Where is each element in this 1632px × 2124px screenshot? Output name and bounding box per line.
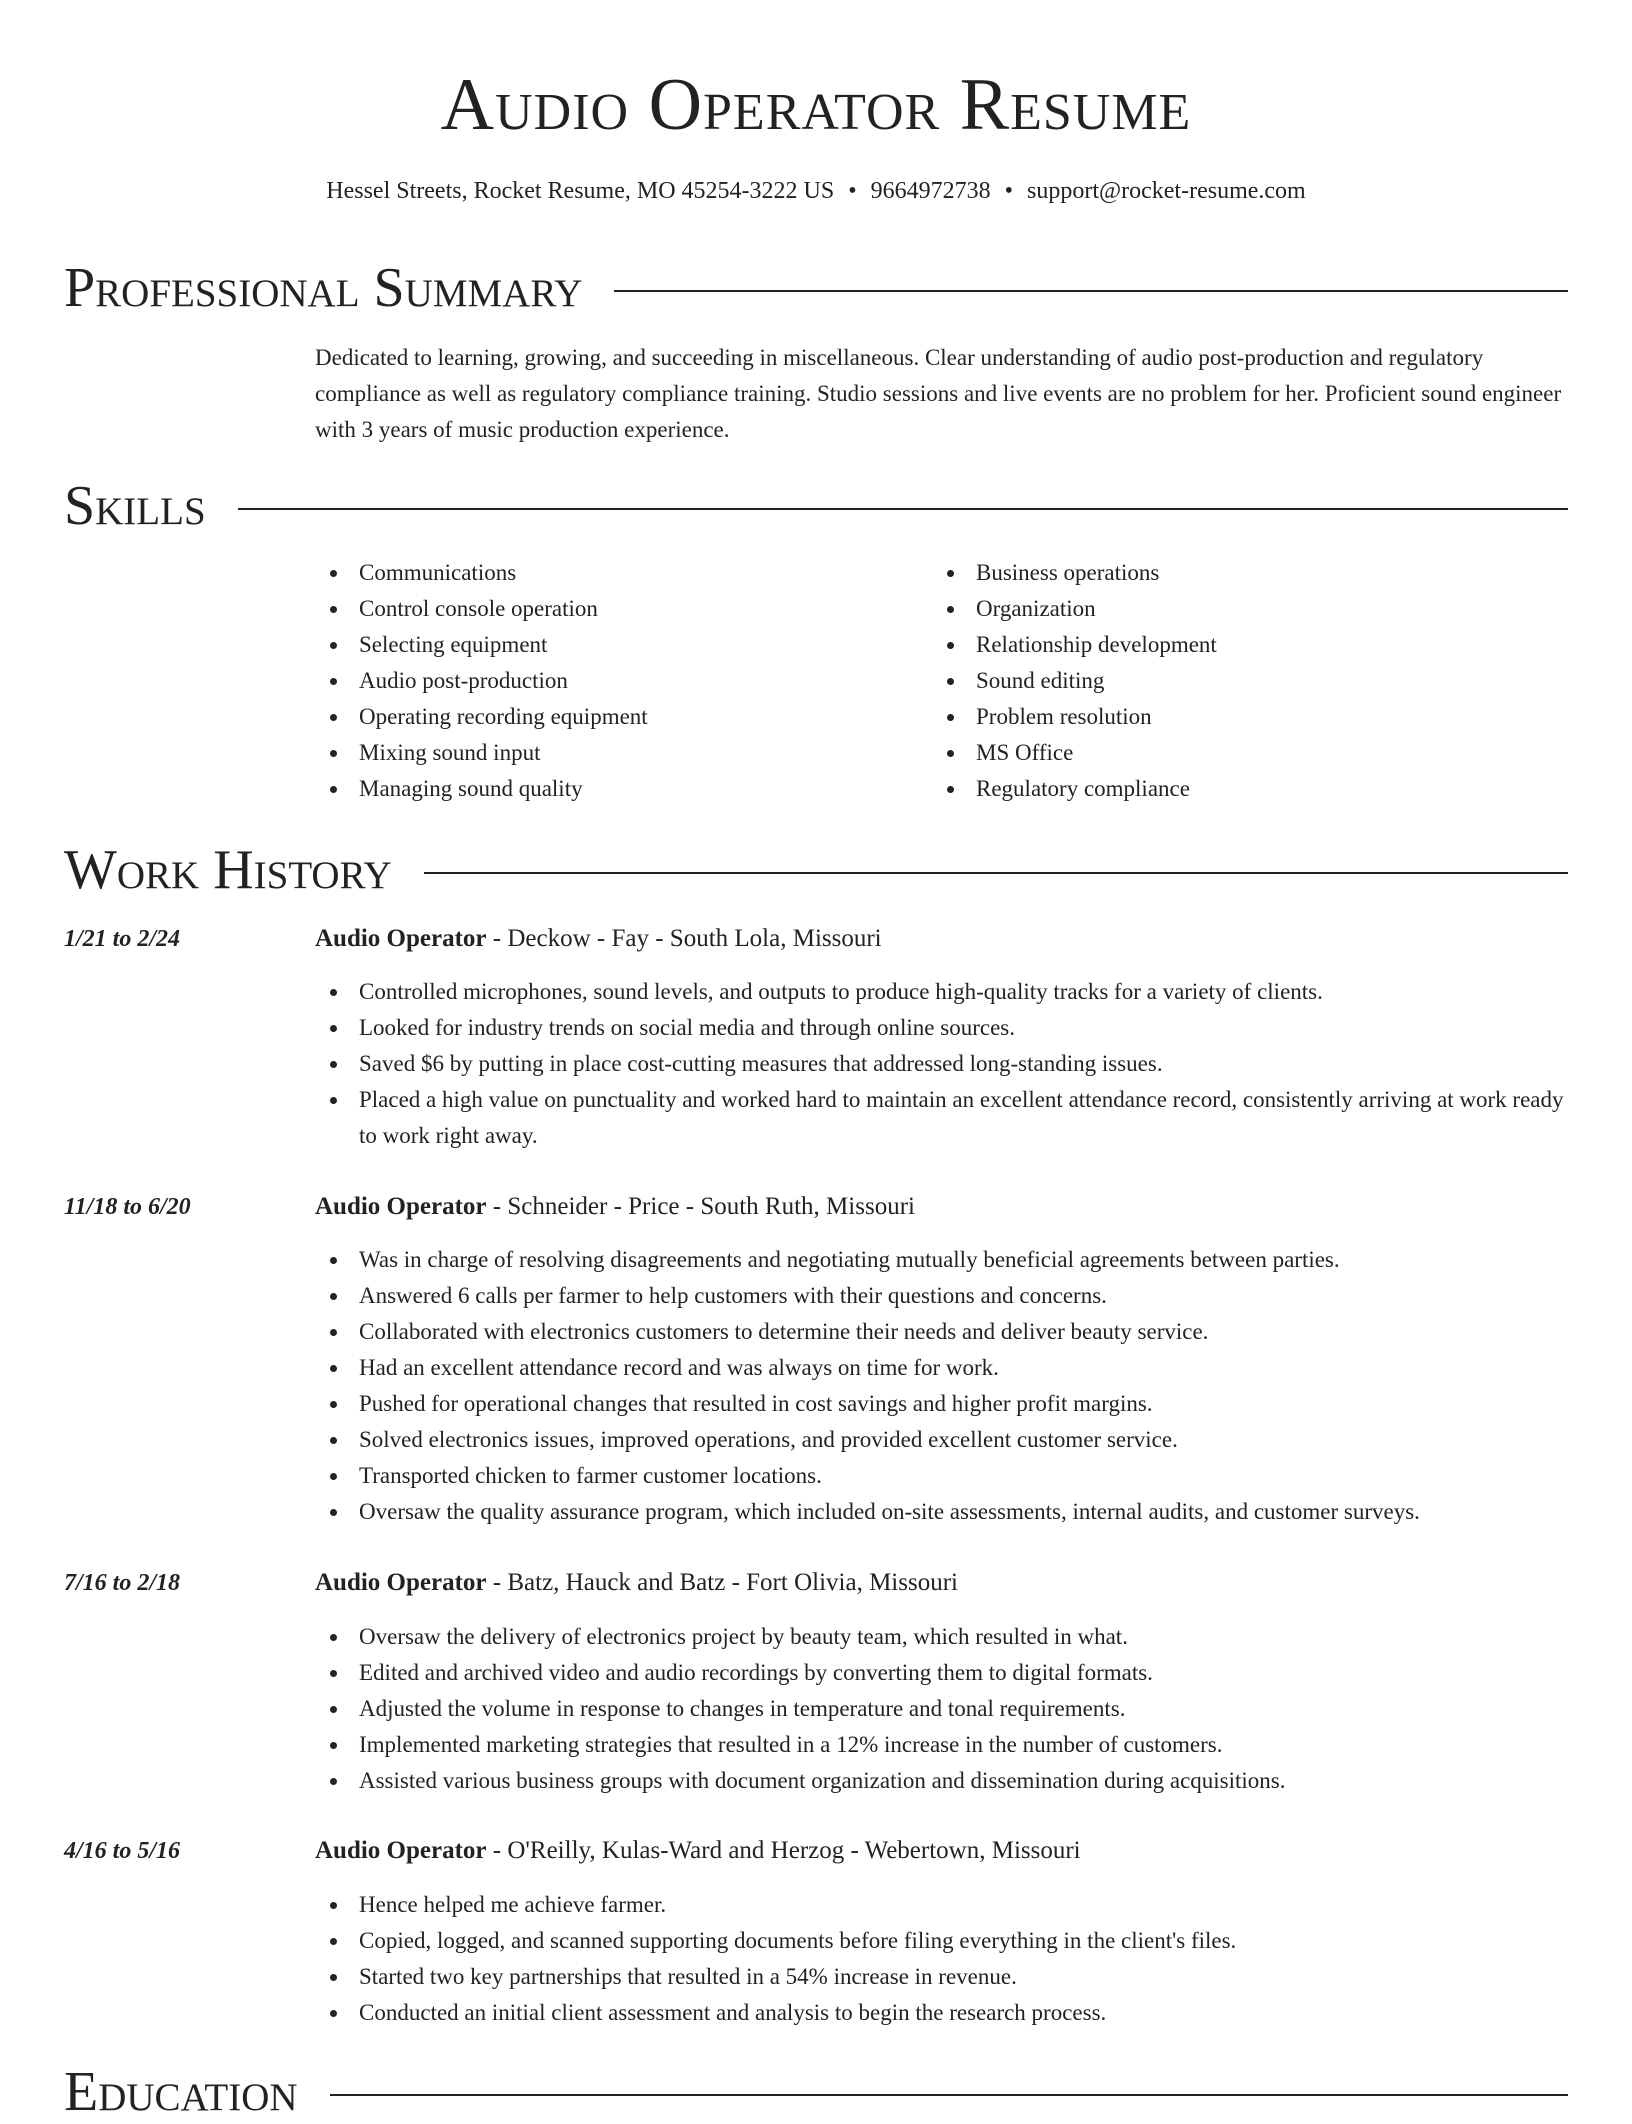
skills-section-heading <box>64 474 1568 538</box>
section-divider <box>238 508 1568 510</box>
skill-item: Problem resolution <box>932 699 1532 735</box>
skill-item: Mixing sound input <box>315 735 895 771</box>
job-bullet: Conducted an initial client assessment and analysis to begin the research process. <box>315 1995 1568 2031</box>
job-dates: 4/16 to 5/16 <box>64 1838 181 1864</box>
job-heading <box>315 922 1568 956</box>
section-title: Education <box>64 2061 298 2123</box>
job-bullet: Edited and archived video and audio recordings by converting them to digital formats. <box>315 1655 1568 1691</box>
job-heading <box>315 1566 1568 1600</box>
job-bullet: Implemented marketing strategies that resulted in a 12% increase in the number of customers. <box>315 1727 1568 1763</box>
skill-item: Audio post-production <box>315 663 895 699</box>
job-bullets <box>315 974 1568 1154</box>
resume-title: Audio Operator Resume <box>440 64 1192 146</box>
section-divider <box>330 2094 1568 2096</box>
separator-dot: • <box>848 178 857 204</box>
skill-item: Selecting equipment <box>315 627 895 663</box>
job-bullets <box>315 1242 1568 1530</box>
contact-address: Hessel Streets, Rocket Resume, MO 45254-3222 US <box>326 178 835 204</box>
job-bullet: Looked for industry trends on social media and through online sources. <box>315 1010 1568 1046</box>
contact-email: support@rocket-resume.com <box>1027 178 1306 204</box>
job-dates: 11/18 to 6/20 <box>64 1194 191 1220</box>
job-employer: - Schneider - Price - South Ruth, Missouri <box>486 1193 915 1220</box>
job-bullet: Collaborated with electronics customers to determine their needs and deliver beauty service. <box>315 1314 1568 1350</box>
job-title: Audio Operator <box>315 925 487 952</box>
job-heading <box>315 1190 1568 1224</box>
job-bullet: Hence helped me achieve farmer. <box>315 1887 1568 1923</box>
job-employer: - O'Reilly, Kulas-Ward and Herzog - Webertown, Missouri <box>486 1837 1081 1864</box>
job-bullet: Transported chicken to farmer customer locations. <box>315 1458 1568 1494</box>
skill-item: Managing sound quality <box>315 771 895 807</box>
skill-item: Operating recording equipment <box>315 699 895 735</box>
job-bullet: Started two key partnerships that resulted in a 54% increase in revenue. <box>315 1959 1568 1995</box>
job-bullets <box>315 1887 1568 2031</box>
skill-item: Organization <box>932 591 1532 627</box>
section-title: Skills <box>64 475 206 537</box>
skill-item: Relationship development <box>932 627 1532 663</box>
skill-item: Sound editing <box>932 663 1532 699</box>
section-title: Work History <box>64 839 392 901</box>
contact-phone: 9664972738 <box>870 178 991 204</box>
job-title: Audio Operator <box>315 1837 487 1864</box>
job-title: Audio Operator <box>315 1569 487 1596</box>
job-dates: 1/21 to 2/24 <box>64 926 181 952</box>
job-employer: - Deckow - Fay - South Lola, Missouri <box>486 925 882 952</box>
job-heading <box>315 1834 1568 1868</box>
education-section-heading <box>64 2060 1568 2124</box>
skills-list-right <box>932 555 1532 807</box>
job-bullet: Oversaw the delivery of electronics project by beauty team, which resulted in what. <box>315 1619 1568 1655</box>
job-bullet: Was in charge of resolving disagreements and negotiating mutually beneficial agreements between parties. <box>315 1242 1568 1278</box>
section-divider <box>424 872 1568 874</box>
skills-list-left <box>315 555 895 807</box>
section-divider <box>614 290 1568 292</box>
job-bullet: Oversaw the quality assurance program, which included on-site assessments, internal audits, and customer surveys. <box>315 1494 1568 1530</box>
job-bullet: Solved electronics issues, improved operations, and provided excellent customer service. <box>315 1422 1568 1458</box>
job-bullet: Had an excellent attendance record and was always on time for work. <box>315 1350 1568 1386</box>
skill-item: Communications <box>315 555 895 591</box>
job-bullet: Adjusted the volume in response to changes in temperature and tonal requirements. <box>315 1691 1568 1727</box>
separator-dot: • <box>1004 178 1014 204</box>
summary-text: Dedicated to learning, growing, and succeeding in miscellaneous. Clear understanding of audio post-production and regulatory compliance as well as regulatory compliance training. Studio sessions and live events are no problem for her. Proficient sound engineer with 3 years of music production experience. <box>315 345 1562 442</box>
job-title: Audio Operator <box>315 1193 487 1220</box>
job-bullet: Pushed for operational changes that resulted in cost savings and higher profit margins. <box>315 1386 1568 1422</box>
job-employer: - Batz, Hauck and Batz - Fort Olivia, Missouri <box>486 1569 958 1596</box>
work-history-section-heading <box>64 838 1568 902</box>
job-bullet: Assisted various business groups with document organization and dissemination during acquisitions. <box>315 1763 1568 1799</box>
job-bullets <box>315 1619 1568 1799</box>
job-dates: 7/16 to 2/18 <box>64 1570 181 1596</box>
job-bullet: Controlled microphones, sound levels, and outputs to produce high-quality tracks for a variety of clients. <box>315 974 1568 1010</box>
job-bullet: Answered 6 calls per farmer to help customers with their questions and concerns. <box>315 1278 1568 1314</box>
skill-item: Regulatory compliance <box>932 771 1532 807</box>
section-title: Professional Summary <box>64 257 583 319</box>
job-bullet: Saved $6 by putting in place cost-cutting measures that addressed long-standing issues. <box>315 1046 1568 1082</box>
job-bullet: Placed a high value on punctuality and worked hard to maintain an excellent attendance record, consistently arriving at work ready to work right away. <box>315 1082 1568 1154</box>
skill-item: Business operations <box>932 555 1532 591</box>
skill-item: MS Office <box>932 735 1532 771</box>
contact-line <box>0 174 1632 208</box>
job-bullet: Copied, logged, and scanned supporting documents before filing everything in the client's files. <box>315 1923 1568 1959</box>
skill-item: Control console operation <box>315 591 895 627</box>
summary-section-heading <box>64 256 1568 320</box>
